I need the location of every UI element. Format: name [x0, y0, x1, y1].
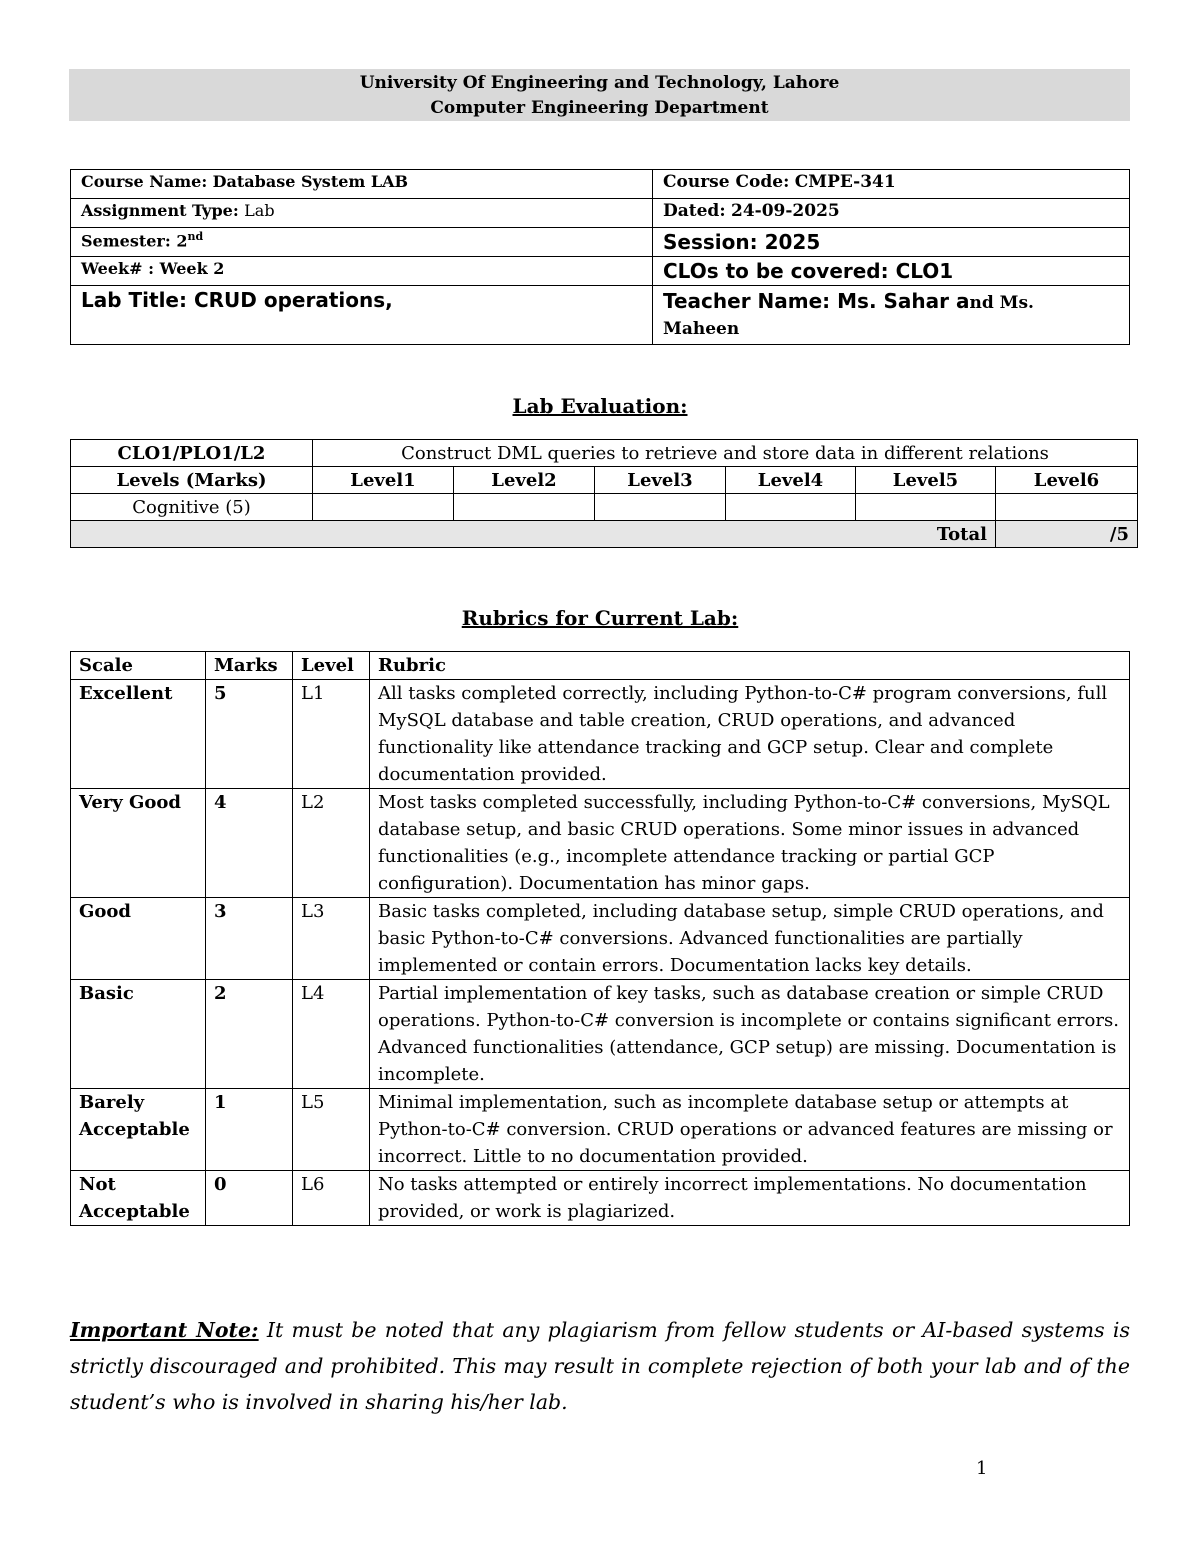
clos: CLOs to be covered: CLO1 [663, 259, 954, 283]
table-row [71, 170, 1130, 199]
marks-cell: 0 [206, 1171, 293, 1226]
table-row [71, 467, 1138, 494]
table-row [71, 521, 1138, 548]
assignment-type-cell: Assignment Type: Lab [71, 199, 653, 228]
rubric-cell: Most tasks completed successfully, including Python-to-C# conversions, MySQL database setup, and basic CRUD operations. Some minor issues in advanced functionalities (e.g., incomplete attendance tracking or partial GCP configuration). Documentation has minor gaps. [370, 789, 1130, 898]
scale-cell: Basic [71, 980, 206, 1089]
level-header: Level5 [856, 467, 996, 494]
table-row [71, 898, 1130, 980]
level-header: Level1 [313, 467, 454, 494]
lab-evaluation-title: Lab Evaluation: [512, 394, 688, 418]
university-name: University Of Engineering and Technology, Lahore [359, 73, 840, 93]
rubrics-table [70, 651, 1130, 1226]
column-header: Marks [206, 652, 293, 680]
table-row [71, 286, 1130, 345]
score-cell [726, 494, 856, 521]
important-note-text: It must be noted that any plagiarism from fellow students or AI-based systems is strictly discouraged and prohibited. This may result in complete rejection of both your lab and of the student’s who is involved in sharing his/her lab. [70, 1318, 1130, 1414]
teacher-cell: Teacher Name: Ms. Sahar and Ms. Maheen [653, 286, 1130, 345]
table-row [71, 257, 1130, 286]
column-header: Level [293, 652, 370, 680]
table-row [71, 980, 1130, 1089]
level-cell: L1 [293, 680, 370, 789]
page-number: 1 [976, 1458, 988, 1479]
level-header: Level2 [454, 467, 595, 494]
table-row [71, 228, 1130, 257]
cognitive-label: Cognitive (5) [71, 494, 313, 521]
level-cell: L5 [293, 1089, 370, 1171]
level-cell: L3 [293, 898, 370, 980]
total-label: Total [71, 521, 996, 548]
level-cell: L2 [293, 789, 370, 898]
table-row [71, 652, 1130, 680]
dated-cell: Dated: 24-09-2025 [653, 199, 1130, 228]
week-cell [71, 257, 653, 286]
scale-cell: Very Good [71, 789, 206, 898]
table-row [71, 440, 1138, 467]
scale-cell: Excellent [71, 680, 206, 789]
total-value: /5 [996, 521, 1138, 548]
marks-cell: 4 [206, 789, 293, 898]
marks-cell: 5 [206, 680, 293, 789]
score-cell [996, 494, 1138, 521]
rubric-cell: Minimal implementation, such as incomplete database setup or attempts at Python-to-C# conversion. CRUD operations or advanced features are missing or incorrect. Little to no documentation provided. [370, 1089, 1130, 1171]
session-cell [653, 228, 1130, 257]
important-note [70, 1312, 1130, 1420]
rubric-cell: All tasks completed correctly, including Python-to-C# program conversions, full MySQL database and table creation, CRUD operations, and advanced functionality like attendance tracking and GCP setup. Clear and complete documentation provided. [370, 680, 1130, 789]
clo-description: Construct DML queries to retrieve and store data in different relations [313, 440, 1138, 467]
column-header: Scale [71, 652, 206, 680]
table-row [71, 680, 1130, 789]
level-header: Level3 [595, 467, 726, 494]
course-name-cell: Course Name: Database System LAB [71, 170, 653, 199]
level-header: Level6 [996, 467, 1138, 494]
level-cell: L6 [293, 1171, 370, 1226]
week: Week# : Week 2 [81, 259, 225, 278]
lab-title: Lab Title: CRUD operations, [81, 288, 393, 312]
table-row [71, 494, 1138, 521]
marks-cell: 3 [206, 898, 293, 980]
levels-label: Levels (Marks) [71, 467, 313, 494]
level-cell: L4 [293, 980, 370, 1089]
course-info-table [70, 169, 1130, 345]
department-name: Computer Engineering Department [430, 98, 769, 118]
lab-evaluation-table [70, 439, 1138, 548]
scale-cell: Good [71, 898, 206, 980]
marks-cell: 1 [206, 1089, 293, 1171]
important-note-label: Important Note: [70, 1318, 259, 1342]
scale-cell: Not Acceptable [71, 1171, 206, 1226]
course-code: CMPE-341 [794, 172, 896, 192]
rubric-cell: Basic tasks completed, including database setup, simple CRUD operations, and basic Python-to-C# conversions. Advanced functionalities are partially implemented or contain errors. Documentation lacks key details. [370, 898, 1130, 980]
session: Session: 2025 [663, 230, 821, 254]
clos-cell [653, 257, 1130, 286]
rubric-cell: No tasks attempted or entirely incorrect implementations. No documentation provided, or work is plagiarized. [370, 1171, 1130, 1226]
marks-cell: 2 [206, 980, 293, 1089]
clo-cell: CLO1/PLO1/L2 [71, 440, 313, 467]
table-row [71, 199, 1130, 228]
rubrics-title: Rubrics for Current Lab: [461, 606, 739, 630]
course-name: Database System LAB [212, 172, 409, 191]
date-value: 24-09-2025 [731, 201, 840, 221]
score-cell [454, 494, 595, 521]
score-cell [595, 494, 726, 521]
score-cell [313, 494, 454, 521]
table-row [71, 1171, 1130, 1226]
lab-title-cell [71, 286, 653, 345]
teacher-name: Maheen [663, 319, 740, 339]
scale-cell: Barely Acceptable [71, 1089, 206, 1171]
rubric-cell: Partial implementation of key tasks, such as database creation or simple CRUD operations. Python-to-C# conversion is incomplete or contains significant errors. Advanced functionalities (attendance, GCP setup) are missing. Documentation is incomplete. [370, 980, 1130, 1089]
table-row [71, 1089, 1130, 1171]
column-header: Rubric [370, 652, 1130, 680]
document-header [69, 69, 1130, 121]
course-code-cell: Course Code: CMPE-341 [653, 170, 1130, 199]
assignment-type: Lab [244, 201, 275, 220]
table-row [71, 789, 1130, 898]
score-cell [856, 494, 996, 521]
semester-cell: Semester: 2nd [71, 228, 653, 257]
level-header: Level4 [726, 467, 856, 494]
